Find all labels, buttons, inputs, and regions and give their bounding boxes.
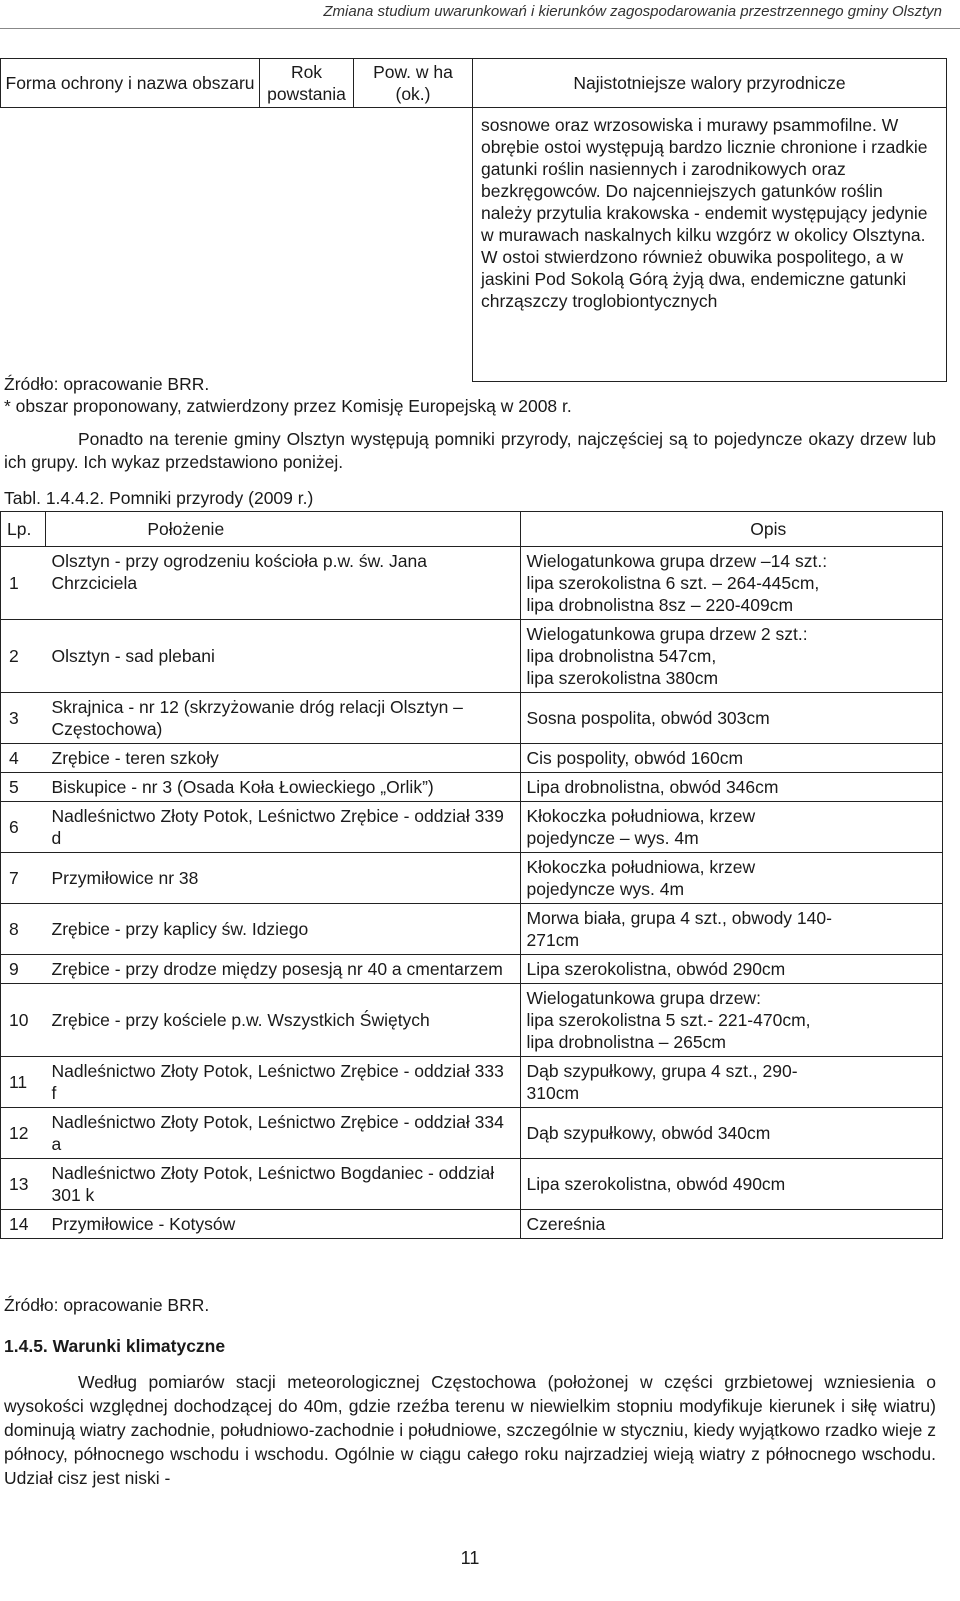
row-location: Nadleśnictwo Złoty Potok, Leśnictwo Zrębice - oddział 334 a <box>46 1108 521 1159</box>
row-description <box>520 1057 943 1108</box>
row-description <box>520 1108 943 1159</box>
row-description <box>520 984 943 1057</box>
row-location: Nadleśnictwo Złoty Potok, Leśnictwo Zrębice - oddział 339 d <box>46 802 521 853</box>
description-line: Wielogatunkowa grupa drzew: <box>526 988 761 1008</box>
row-description <box>520 1210 943 1239</box>
cell-forma <box>1 108 260 382</box>
description-line: Kłokoczka południowa, krzew <box>526 806 756 826</box>
description-line: pojedyncze – wys. 4m <box>526 828 699 848</box>
description-line: Cis pospolity, obwód 160cm <box>526 748 744 768</box>
header-pow: Pow. w ha (ok.) <box>354 59 473 108</box>
row-description <box>520 802 943 853</box>
page-number: 11 <box>460 1548 480 1568</box>
cell-pow <box>354 108 473 382</box>
description-line: Wielogatunkowa grupa drzew –14 szt.: <box>526 551 828 571</box>
description-line: Lipa szerokolistna, obwód 290cm <box>526 959 786 979</box>
footnote-asterisk: * obszar proponowany, zatwierdzony przez Komisję Europejską w 2008 r. <box>4 396 572 416</box>
row-location: Olsztyn - przy ogrodzeniu kościoła p.w. św. Jana Chrzciciela <box>46 547 521 620</box>
table-row <box>1 693 943 744</box>
table-row <box>1 1057 943 1108</box>
row-number: 2 <box>1 620 46 693</box>
description-line: Dąb szypułkowy, grupa 4 szt., 290- <box>526 1061 798 1081</box>
paragraph-monuments-intro: Ponadto na terenie gminy Olsztyn występują pomniki przyrody, najczęściej są to pojedyncze okazy drzew lub ich grupy. Ich wykaz przedstawiono poniżej. <box>4 429 936 472</box>
table1-row <box>1 108 947 382</box>
table-row <box>1 1159 943 1210</box>
header-forma: Forma ochrony i nazwa obszaru <box>1 59 260 108</box>
row-description <box>520 904 943 955</box>
row-number: 10 <box>1 984 46 1057</box>
row-location: Nadleśnictwo Złoty Potok, Leśnictwo Zrębice - oddział 333 f <box>46 1057 521 1108</box>
table-row <box>1 904 943 955</box>
table-row <box>1 853 943 904</box>
header-opis: Opis <box>520 512 943 547</box>
row-location: Przymiłowice - Kotysów <box>46 1210 521 1239</box>
row-description <box>520 744 943 773</box>
description-line: Wielogatunkowa grupa drzew 2 szt.: <box>526 624 808 644</box>
nature-monuments-table <box>0 511 943 1239</box>
row-description <box>520 620 943 693</box>
row-description <box>520 547 943 620</box>
row-location: Olsztyn - sad plebani <box>46 620 521 693</box>
table-row <box>1 744 943 773</box>
description-line: pojedyncze wys. 4m <box>526 879 685 899</box>
section-title: 1.4.5. Warunki klimatyczne <box>4 1336 226 1356</box>
table-caption: Tabl. 1.4.4.2. Pomniki przyrody (2009 r.) <box>4 488 314 508</box>
row-location: Nadleśnictwo Złoty Potok, Leśnictwo Bogdaniec - oddział 301 k <box>46 1159 521 1210</box>
row-location: Zrębice - teren szkoły <box>46 744 521 773</box>
row-description <box>520 1159 943 1210</box>
description-line: Kłokoczka południowa, krzew <box>526 857 756 877</box>
paragraph-climate: Według pomiarów stacji meteorologicznej Częstochowa (położonej w części grzbietowej wzniesienia o wysokości względnej dochodzącej do 40m, gdzie rzeźba terenu w niewielkim stopniu modyfikuje kierunek i siłę wiatru) dominują wiatry zachodnie, południowo-zachodnie i południowe, szczególnie w styczniu, kiedy wyjątkowo rzadko wieje z północy, północnego wschodu i wschodu. Ogólnie w ciągu całego roku najrzadziej wieją wiatry z północnego wschodu. Udział cisz jest niski - <box>4 1372 936 1488</box>
row-number: 11 <box>1 1057 46 1108</box>
description-line: Czereśnia <box>526 1214 606 1234</box>
header-polozenie: Położenie <box>46 512 521 547</box>
row-number: 3 <box>1 693 46 744</box>
row-location: Zrębice - przy kaplicy św. Idziego <box>46 904 521 955</box>
description-line: lipa szerokolistna 380cm <box>526 668 719 688</box>
description-line: Lipa drobnolistna, obwód 346cm <box>526 777 779 797</box>
row-location: Zrębice - przy kościele p.w. Wszystkich Świętych <box>46 984 521 1057</box>
description-line: lipa szerokolistna 6 szt. – 264-445cm, <box>526 573 820 593</box>
row-number: 12 <box>1 1108 46 1159</box>
row-description <box>520 693 943 744</box>
table1-header-row <box>1 59 947 108</box>
row-number: 8 <box>1 904 46 955</box>
row-number: 5 <box>1 773 46 802</box>
table-row <box>1 620 943 693</box>
table-row <box>1 984 943 1057</box>
row-number: 13 <box>1 1159 46 1210</box>
header-rok: Rok powstania <box>260 59 354 108</box>
table-row <box>1 955 943 984</box>
header-walory: Najistotniejsze walory przyrodnicze <box>473 59 947 108</box>
row-number: 1 <box>1 547 46 620</box>
row-description <box>520 773 943 802</box>
description-line: Dąb szypułkowy, obwód 340cm <box>526 1123 771 1143</box>
description-line: lipa drobnolistna – 265cm <box>526 1032 726 1052</box>
description-line: 310cm <box>526 1083 580 1103</box>
table-row <box>1 773 943 802</box>
row-number: 6 <box>1 802 46 853</box>
source-note-1: Źródło: opracowanie BRR. <box>4 374 210 394</box>
description-line: Sosna pospolita, obwód 303cm <box>526 708 770 728</box>
table-row <box>1 547 943 620</box>
header-rule <box>0 28 960 29</box>
cell-rok <box>260 108 354 382</box>
description-line: lipa drobnolistna 8sz – 220-409cm <box>526 595 794 615</box>
table2-header-row <box>1 512 943 547</box>
source-note-2: Źródło: opracowanie BRR. <box>4 1295 210 1315</box>
table-row <box>1 1108 943 1159</box>
description-line: Lipa szerokolistna, obwód 490cm <box>526 1174 786 1194</box>
running-header: Zmiana studium uwarunkowań i kierunków zagospodarowania przestrzennego gminy Olsztyn <box>323 3 942 20</box>
row-number: 14 <box>1 1210 46 1239</box>
row-number: 7 <box>1 853 46 904</box>
protected-areas-table <box>0 58 947 382</box>
description-line: lipa drobnolistna 547cm, <box>526 646 717 666</box>
row-location: Zrębice - przy drodze między posesją nr 40 a cmentarzem <box>46 955 521 984</box>
row-number: 9 <box>1 955 46 984</box>
row-description <box>520 853 943 904</box>
header-lp: Lp. <box>1 512 46 547</box>
row-location: Przymiłowice nr 38 <box>46 853 521 904</box>
row-location: Biskupice - nr 3 (Osada Koła Łowieckiego „Orlik”) <box>46 773 521 802</box>
description-line: Morwa biała, grupa 4 szt., obwody 140- <box>526 908 832 928</box>
row-description <box>520 955 943 984</box>
row-location: Skrajnica - nr 12 (skrzyżowanie dróg relacji Olsztyn – Częstochowa) <box>46 693 521 744</box>
description-line: lipa szerokolistna 5 szt.- 221-470cm, <box>526 1010 811 1030</box>
table-row <box>1 1210 943 1239</box>
table-row <box>1 802 943 853</box>
cell-walory: sosnowe oraz wrzosowiska i murawy psammofilne. W obrębie ostoi występują bardzo licznie chronione i rzadkie gatunki roślin nasiennych i zarodnikowych oraz bezkręgowców. Do najcenniejszych gatunków roślin należy przytulia krakowska - endemit występujący jedynie w murawach naskalnych kilku wzgórz w okolicy Olsztyna. W ostoi stwierdzono również obuwika pospolitego, a w jaskini Pod Sokolą Górą żyją dwa, endemiczne gatunki chrząszczy troglobiontycznych <box>473 108 947 382</box>
row-number: 4 <box>1 744 46 773</box>
description-line: 271cm <box>526 930 580 950</box>
